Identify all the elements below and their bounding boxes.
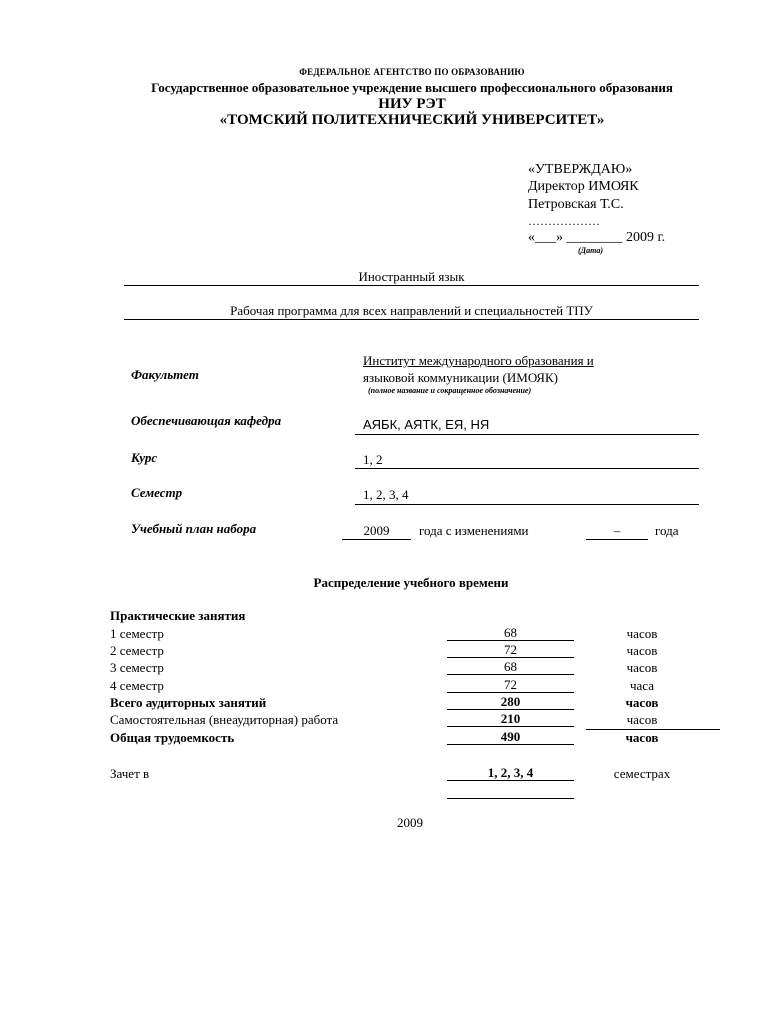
row-unit: часов	[626, 643, 658, 658]
row-unit: часа	[629, 678, 654, 693]
approve-label: «УТВЕРЖДАЮ»	[528, 162, 633, 177]
plan-label: Учебный план набора	[131, 521, 257, 536]
credit-value: 1, 2, 3, 4	[447, 766, 574, 781]
faculty-value-line1: Институт международного образования и	[363, 353, 594, 368]
semester-underline	[355, 504, 699, 505]
distribution-title: Распределение учебного времени	[313, 575, 509, 590]
department-underline	[355, 434, 699, 435]
program-name: Рабочая программа для всех направлений и специальностей ТПУ	[230, 303, 593, 318]
department-label: Обеспечивающая кафедра	[131, 413, 282, 428]
semester-value: 1, 2, 3, 4	[363, 487, 409, 502]
course-label: Курс	[131, 450, 158, 465]
course-underline	[355, 468, 699, 469]
row-value: 490	[447, 730, 574, 745]
row-name: 3 семестр	[110, 660, 164, 675]
approver-name: Петровская Т.С.	[528, 197, 624, 212]
institution-title: Государственное образовательное учреждение высшего профессионального образования	[151, 80, 673, 95]
row-name: Самостоятельная (внеаудиторная) работа	[110, 712, 339, 727]
plan-changes-text: года с изменениями	[419, 523, 529, 538]
department-value: АЯБК, АЯТК, ЕЯ, НЯ	[363, 417, 490, 432]
row-unit: часов	[625, 695, 659, 710]
row-unit: часов	[626, 712, 658, 727]
program-underline	[124, 319, 699, 320]
practical-title: Практические занятия	[110, 608, 246, 623]
approver-position: Директор ИМОЯК	[528, 179, 639, 194]
row-name: 2 семестр	[110, 643, 164, 658]
credit-label: Зачет в	[110, 766, 150, 781]
plan-year: 2009	[342, 523, 411, 540]
agency-title: ФЕДЕРАЛЬНОЕ АГЕНТСТВО ПО ОБРАЗОВАНИЮ	[299, 67, 525, 77]
row-value: 68	[447, 626, 574, 641]
row-value: 68	[447, 660, 574, 675]
faculty-label: Факультет	[131, 367, 199, 382]
semester-label: Семестр	[131, 485, 183, 500]
course-value: 1, 2	[363, 452, 383, 467]
blank-underline	[447, 798, 574, 799]
row-name: Всего аудиторных занятий	[110, 695, 267, 710]
approval-date: «___» ________ 2009 г.	[528, 230, 666, 245]
signature-line: ………………	[528, 214, 600, 228]
discipline-name: Иностранный язык	[358, 269, 465, 284]
credit-unit: семестрах	[613, 766, 671, 781]
row-value: 72	[447, 643, 574, 658]
row-name: 4 семестр	[110, 678, 164, 693]
row-value: 280	[447, 695, 574, 710]
plan-year-word: года	[655, 523, 679, 538]
row-unit: часов	[626, 626, 658, 641]
document-year: 2009	[397, 815, 423, 830]
row-name: 1 семестр	[110, 626, 164, 641]
row-value: 210	[447, 712, 574, 727]
plan-changes-year: –	[586, 523, 648, 540]
approval-date-label: (Дата)	[578, 246, 604, 255]
faculty-value-line2: языковой коммуникации (ИМОЯК)	[363, 370, 558, 385]
row-value: 72	[447, 678, 574, 693]
niu-title: НИУ РЭТ	[378, 96, 446, 112]
university-title: «ТОМСКИЙ ПОЛИТЕХНИЧЕСКИЙ УНИВЕРСИТЕТ»	[219, 112, 605, 128]
discipline-underline	[124, 285, 699, 286]
row-unit: часов	[626, 660, 658, 675]
faculty-note: (полное название и сокращенное обозначение)	[368, 386, 532, 395]
row-name: Общая трудоемкость	[110, 730, 235, 745]
row-unit: часов	[625, 730, 659, 745]
